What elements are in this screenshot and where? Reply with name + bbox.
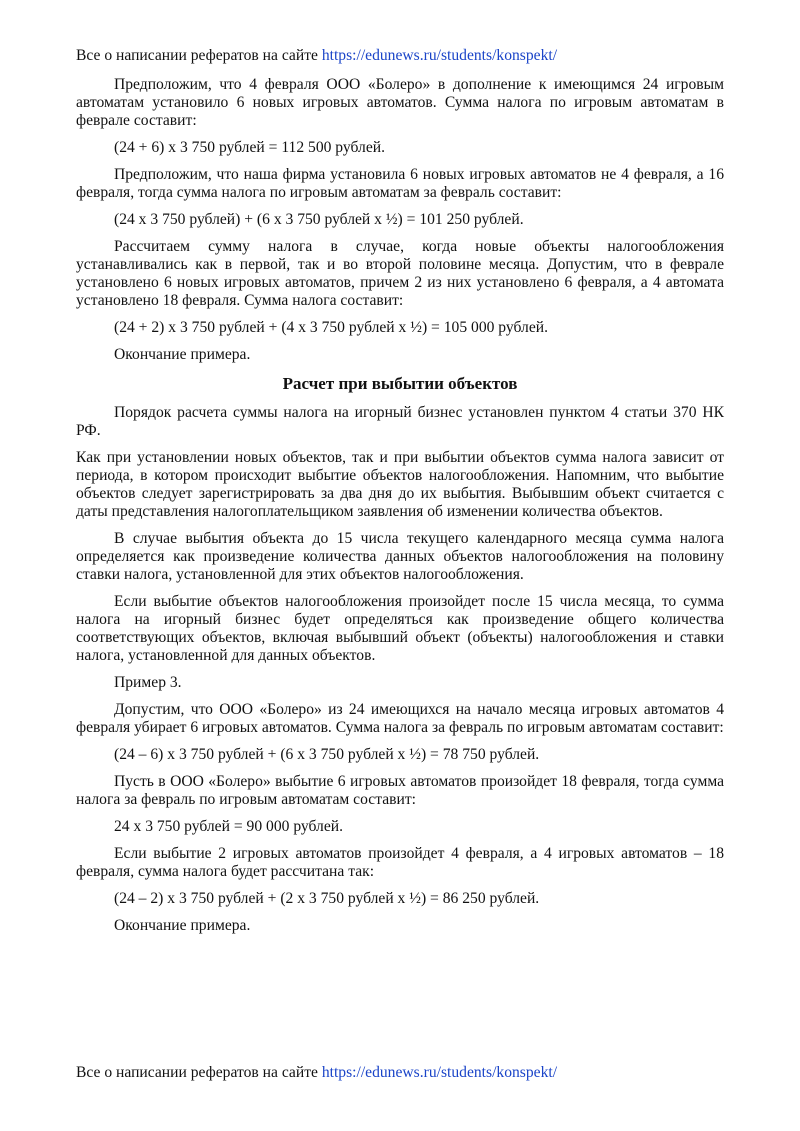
header-link[interactable]: https://edunews.ru/students/konspekt/ (321, 47, 558, 64)
document-page (76, 47, 724, 944)
footer-link[interactable]: https://edunews.ru/students/konspekt/ (321, 1064, 558, 1081)
paragraph-6: В случае выбытия объекта до 15 числа текущего календарного месяца сумма налога определяется как произведение количества данных объектов налогообложения на половину ставки налога, установленной для этих объектов налогообложения. (76, 530, 724, 583)
paragraph-5: Как при установлении новых объектов, так и при выбытии объектов сумма налога зависит от периода, в котором происходит выбытие объектов налогообложения. Напомним, что выбытие объектов следует зарегистрировать за два дня до их выбытия. Выбывшим объект считается с даты представления налогоплательщиком заявления об изменении количества объектов. (76, 449, 724, 520)
footer-text: Все о написании рефератов на сайте (76, 1064, 322, 1081)
paragraph-8: Допустим, что ООО «Болеро» из 24 имеющихся на начало месяца игровых автоматов 4 февраля убирает 6 игровых автоматов. Сумма налога за февраль по игровым автоматам составит: (76, 701, 724, 736)
page-footer (76, 1064, 724, 1082)
paragraph-4: Порядок расчета суммы налога на игорный бизнес установлен пунктом 4 статьи 370 НК РФ. (76, 404, 724, 439)
paragraph-9: Пусть в ООО «Болеро» выбытие 6 игровых автоматов произойдет 18 февраля, тогда сумма налога за февраль по игровым автоматам составит: (76, 773, 724, 808)
formula-3: (24 + 2) х 3 750 рублей + (4 х 3 750 рублей х ½) = 105 000 рублей. (114, 319, 548, 336)
page-header (76, 47, 724, 65)
section-heading: Расчет при выбытии объектов (282, 374, 518, 393)
example-title: Пример 3. (114, 674, 182, 691)
example-end-2: Окончание примера. (114, 917, 251, 934)
paragraph-10: Если выбытие 2 игровых автоматов произойдет 4 февраля, а 4 игровых автоматов – 18 февраля, сумма налога будет рассчитана так: (76, 845, 724, 880)
paragraph-7: Если выбытие объектов налогообложения произойдет после 15 числа месяца, то сумма налога на игорный бизнес будет определяться как произведение общего количества соответствующих объектов, включая выбывший объект (объекты) налогообложения и ставки налога, установленной для данных объектов. (76, 593, 724, 664)
formula-4: (24 – 6) х 3 750 рублей + (6 х 3 750 рублей х ½) = 78 750 рублей. (114, 746, 540, 763)
paragraph-2: Предположим, что наша фирма установила 6 новых игровых автоматов не 4 февраля, а 16 февраля, тогда сумма налога по игровым автоматам за февраль составит: (76, 166, 724, 201)
formula-2: (24 х 3 750 рублей) + (6 х 3 750 рублей х ½) = 101 250 рублей. (114, 211, 524, 228)
formula-5: 24 х 3 750 рублей = 90 000 рублей. (114, 818, 343, 835)
paragraph-1: Предположим, что 4 февраля ООО «Болеро» в дополнение к имеющимся 24 игровым автоматам установило 6 новых игровых автоматов. Сумма налога по игровым автоматам в феврале составит: (76, 76, 724, 129)
formula-1: (24 + 6) х 3 750 рублей = 112 500 рублей. (114, 139, 385, 156)
formula-6: (24 – 2) х 3 750 рублей + (2 х 3 750 рублей х ½) = 86 250 рублей. (114, 890, 540, 907)
paragraph-3: Рассчитаем сумму налога в случае, когда новые объекты налогообложения устанавливались как в первой, так и во второй половине месяца. Допустим, что в феврале установлено 6 новых игровых автоматов, причем 2 из них установлено 6 февраля, а 4 автомата установлено 18 февраля. Сумма налога составит: (76, 238, 724, 309)
example-end-1: Окончание примера. (114, 346, 251, 363)
header-text: Все о написании рефератов на сайте (76, 47, 322, 64)
